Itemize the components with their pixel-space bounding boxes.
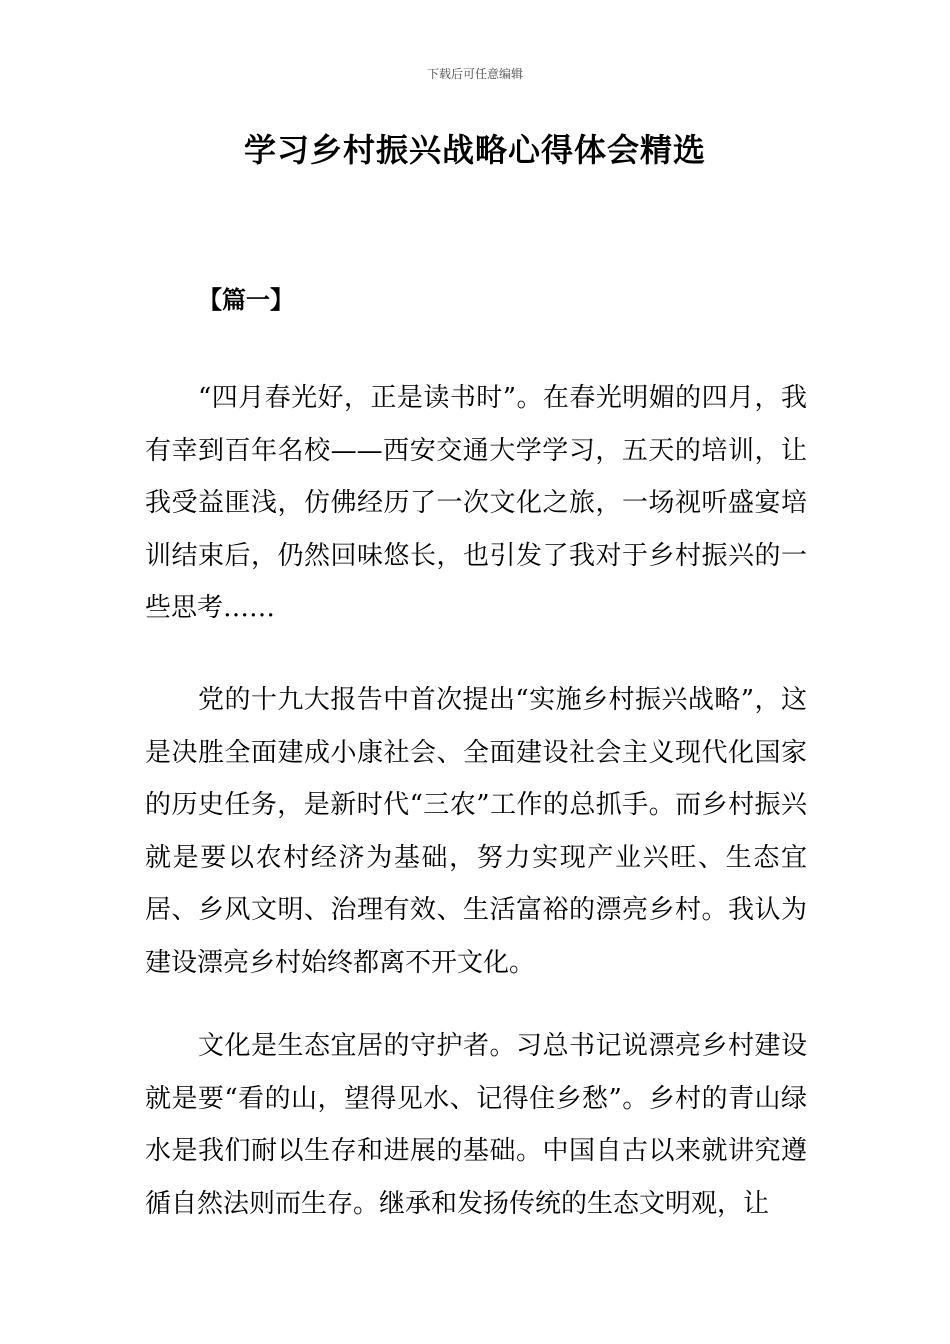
body-paragraph-3: 文化是生态宜居的守护者。习总书记说漂亮乡村建设就是要“看的山，望得见水、记得住乡愁”。乡村的青山绿水是我们耐以生存和进展的基础。中国自古以来就讲究遵循自然法则而生存。继承和发扬传统的生态文明观，让 (145, 1031, 807, 1219)
document-title: 学习乡村振兴战略心得体会精选 (243, 131, 706, 169)
header-note: 下载后可任意编辑 (426, 67, 523, 81)
section-heading: 【篇一】 (198, 286, 294, 314)
body-paragraph-2: 党的十九大报告中首次提出“实施乡村振兴战略”，这是决胜全面建成小康社会、全面建设社会主义现代化国家的历史任务，是新时代“三农”工作的总抓手。而乡村振兴就是要以农村经济为基础，努力实现产业兴旺、生态宜居、乡风文明、治理有效、生活富裕的漂亮乡村。我认为建设漂亮乡村始终都离不开文化。 (145, 685, 807, 978)
body-paragraph-1: “四月春光好，正是读书时”。在春光明媚的四月，我有幸到百年名校——西安交通大学学习，五天的培训，让我受益匪浅，仿佛经历了一次文化之旅，一场视听盛宴培训结束后，仍然回味悠长，也引发了我对于乡村振兴的一些思考…… (145, 383, 807, 623)
